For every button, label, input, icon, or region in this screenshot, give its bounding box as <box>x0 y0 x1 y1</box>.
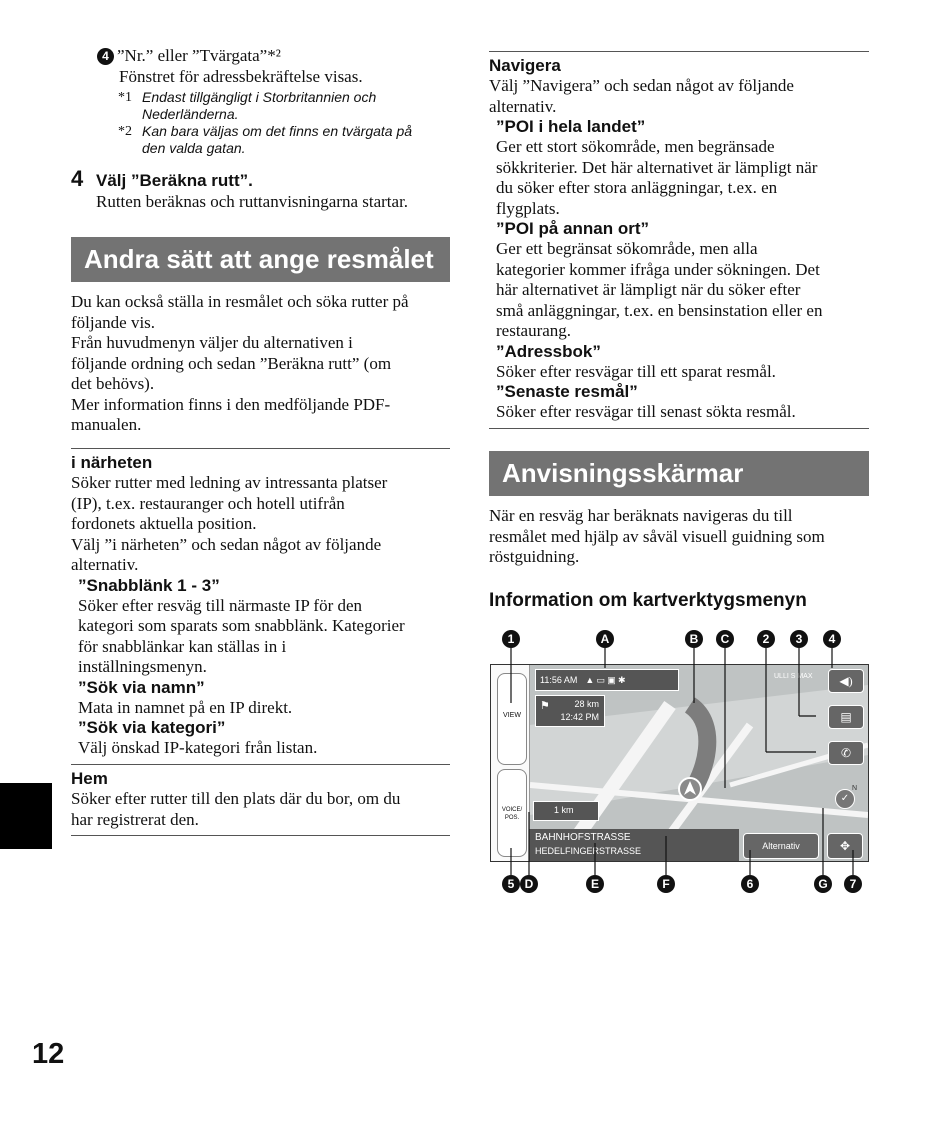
option-heading: ”Sök via kategori” <box>78 718 226 737</box>
view-label: VIEW <box>503 712 521 719</box>
callout-marker: 5 <box>502 875 520 893</box>
footnote-mark: *2 <box>118 124 132 139</box>
text-line: alternativ. <box>489 96 557 116</box>
callout-lines <box>489 628 869 898</box>
callout-marker: 7 <box>844 875 862 893</box>
home-section <box>71 769 456 830</box>
callout-marker: F <box>657 875 675 893</box>
text-line: Ger ett begränsat sökområde, men alla <box>496 239 758 258</box>
callout-marker: 1 <box>502 630 520 648</box>
step-nr-desc: Fönstret för adressbekräftelse visas. <box>119 66 363 86</box>
text-line: sökkriterier. Det här alternativet är lämpligt när <box>496 157 818 177</box>
divider <box>71 835 450 836</box>
distance: 28 km <box>574 699 599 709</box>
option-heading: ”POI på annan ort” <box>496 219 650 238</box>
text-line: Söker efter rutter till den plats där du bor, om du <box>71 789 401 808</box>
footnote-text: Kan bara väljas om det finns en tvärgata på <box>142 123 413 139</box>
text-line: Mer information finns i den medföljande PDF- <box>71 394 391 414</box>
divider <box>489 51 869 52</box>
text-line: manualen. <box>71 415 142 434</box>
chapter-tab <box>0 783 52 849</box>
option-heading: ”Sök via namn” <box>78 677 205 697</box>
option-heading: ”POI i hela landet” <box>496 117 646 136</box>
page-number: 12 <box>32 1038 65 1070</box>
divider <box>71 764 450 765</box>
scale-value: 1 km <box>554 805 574 815</box>
nearby-section <box>71 453 456 759</box>
text-line: Välj önskad IP-kategori från listan. <box>78 738 318 757</box>
text-line: Söker rutter med ledning av intressanta platser <box>71 473 388 492</box>
divider <box>71 448 450 449</box>
callout-marker: 4 <box>823 630 841 648</box>
option-heading: ”Adressbok” <box>496 341 601 361</box>
callout-marker: C <box>716 630 734 648</box>
callout-marker: A <box>596 630 614 648</box>
text-line: du söker efter stora anläggningar, t.ex. en <box>496 178 778 197</box>
gps-icon: ▲ ▭ ▣ ✱ <box>585 674 626 685</box>
step-marker: 4 <box>97 48 114 65</box>
callout-marker: B <box>685 630 703 648</box>
intro-paragraph <box>489 506 879 568</box>
section-heading: Hem <box>71 769 108 788</box>
callout-marker: 2 <box>757 630 775 648</box>
intro-paragraph <box>71 292 456 436</box>
voice-label-line: VOICE/ <box>501 807 523 813</box>
text-line: Söker efter resväg till närmaste IP för den <box>78 595 363 615</box>
text-line: kategori som sparats som snabblänk. Kategorier <box>78 616 405 635</box>
clock: 11:56 AM <box>540 675 578 685</box>
text-line: inställningsmenyn. <box>78 657 207 676</box>
text-line: för snabblänkar kan ställas in i <box>78 636 287 656</box>
footnotes <box>118 89 458 157</box>
speaker-icon: ◀) <box>839 674 853 688</box>
text-line: (IP), t.ex. restauranger och hotell utifrån <box>71 493 345 513</box>
step-4 <box>71 166 456 213</box>
text-line: har registrerat den. <box>71 809 199 829</box>
footnote-text: Endast tillgängligt i Storbritannien och <box>142 89 377 105</box>
text-line: Mata in namnet på en IP direkt. <box>78 697 293 717</box>
traffic-icon: ▤ <box>840 710 852 724</box>
section-banner: Anvisningsskärmar <box>489 451 869 496</box>
text-line: resmålet med hjälp av såväl visuell guidning som <box>489 526 825 546</box>
text-line: fordonets aktuella position. <box>71 514 257 533</box>
current-street: BAHNHOFSTRASSE <box>535 832 631 843</box>
map-place-label: ULLI S MAX <box>774 673 813 680</box>
text-line: Från huvudmenyn väljer du alternativen i <box>71 333 353 352</box>
voice-label-line: POS. <box>504 815 520 821</box>
callout-marker: 3 <box>790 630 808 648</box>
option-heading: ”Senaste resmål” <box>496 382 638 401</box>
section-banner: Andra sätt att ange resmålet <box>71 237 450 282</box>
text-line: röstguidning. <box>489 547 580 566</box>
callout-marker: 6 <box>741 875 759 893</box>
nav-screen-figure <box>489 628 869 898</box>
alternativ-label: Alternativ <box>762 841 800 851</box>
text-line: följande vis. <box>71 312 156 332</box>
text-line: alternativ. <box>71 555 139 574</box>
text-line: Söker efter resvägar till senast sökta resmål. <box>496 402 796 421</box>
step-desc: Rutten beräknas och ruttanvisningarna startar. <box>96 192 409 211</box>
section-heading: Navigera <box>489 56 561 75</box>
next-street: HEDELFINGERSTRASSE <box>535 846 642 856</box>
option-heading: ”Snabblänk 1 - 3” <box>78 575 220 595</box>
divider <box>489 428 869 429</box>
eta: 12:42 PM <box>560 712 599 722</box>
north-label: N <box>852 785 858 792</box>
navigate-section <box>489 56 879 423</box>
step-nr-block <box>97 46 457 87</box>
text-line: När en resväg har beräknats navigeras du till <box>489 506 793 525</box>
step-number: 4 <box>71 166 84 191</box>
text-line: små anläggningar, t.ex. en bensinstation eller en <box>496 300 823 320</box>
text-line: här alternativet är lämpligt när du söker efter <box>496 280 801 299</box>
text-line: kategorier kommer ifråga under sökningen. Det <box>496 259 820 279</box>
text-line: Söker efter resvägar till ett sparat resmål. <box>496 361 776 381</box>
footnote-mark: *1 <box>118 90 132 105</box>
step-nr-title: ”Nr.” eller ”Tvärgata”*² <box>117 46 281 65</box>
callout-marker: D <box>520 875 538 893</box>
text-line: Ger ett stort sökområde, men begränsade <box>496 137 775 156</box>
subheading: Information om kartverktygsmenyn <box>489 590 807 611</box>
footnote-text: den valda gatan. <box>142 140 246 156</box>
text-line: det behövs). <box>71 374 155 393</box>
move-icon: ✥ <box>839 839 851 853</box>
section-heading: i närheten <box>71 453 153 472</box>
text-line: Du kan också ställa in resmålet och söka rutter på <box>71 292 409 311</box>
phone-icon: ✆ <box>840 746 852 760</box>
flag-icon: ⚑ <box>540 700 550 712</box>
text-line: flygplats. <box>496 198 560 218</box>
compass-icon: ✓ <box>840 793 850 804</box>
text-line: Välj ”i närheten” och sedan något av följande <box>71 534 382 554</box>
step-title: Välj ”Beräkna rutt”. <box>96 171 253 190</box>
footnote-text: Nederländerna. <box>142 106 239 122</box>
text-line: följande ordning och sedan ”Beräkna rutt” (om <box>71 353 392 373</box>
callout-marker: E <box>586 875 604 893</box>
text-line: restaurang. <box>496 321 572 340</box>
callout-marker: G <box>814 875 832 893</box>
text-line: Välj ”Navigera” och sedan något av följande <box>489 76 794 95</box>
